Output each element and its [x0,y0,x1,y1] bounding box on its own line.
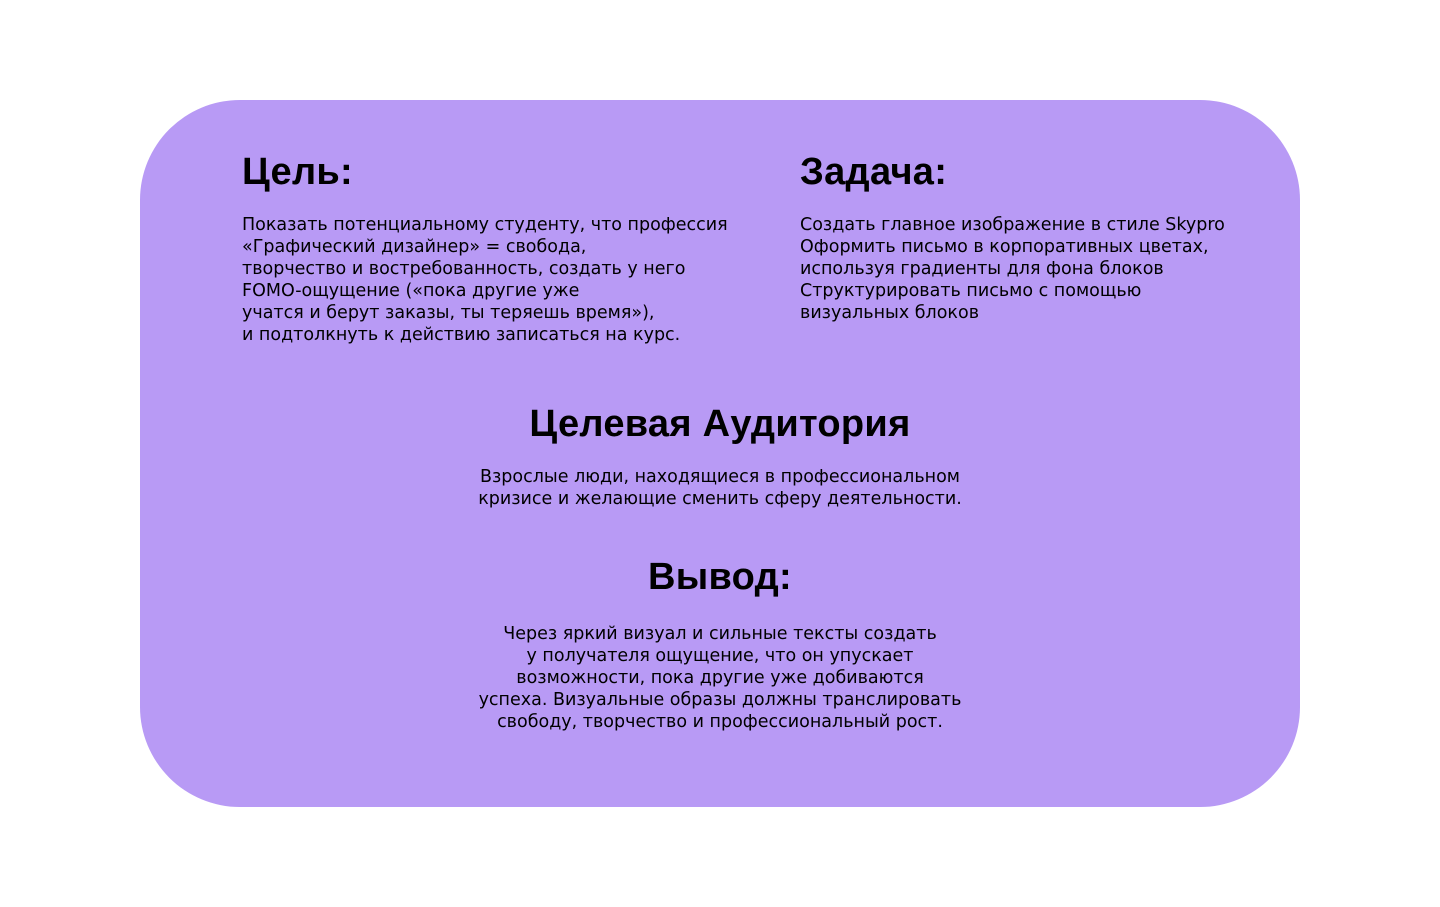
goal-text-line: Показать потенциальному студенту, что профессия [242,215,728,235]
task-text-line: Оформить письмо в корпоративных цветах, [800,237,1209,257]
task-text [800,214,1225,324]
audience-text-line: кризисе и желающие сменить сферу деятельности. [478,489,962,509]
task-text-line: Структурировать письмо с помощью [800,281,1142,301]
task-text-line: используя градиенты для фона блоков [800,259,1164,279]
goal-text [242,214,728,346]
conclusion-text-line: Через яркий визуал и сильные тексты создать [503,624,937,644]
conclusion-text [140,623,1300,733]
conclusion-section [140,555,1300,733]
goal-text-line: учатся и берут заказы, ты теряешь время»), [242,303,655,323]
goal-text-line: творчество и востребованность, создать у него [242,259,686,279]
goal-text-line: «Графический дизайнер» = свобода, [242,237,587,257]
conclusion-text-line: у получателя ощущение, что он упускает [526,646,914,666]
task-text-line: Создать главное изображение в стиле Skypro [800,215,1225,235]
brief-card [140,100,1300,807]
audience-title: Целевая Аудитория [529,403,911,445]
audience-section [140,402,1300,510]
task-text-line: визуальных блоков [800,303,980,323]
goal-text-line: и подтолкнуть к действию записаться на курс. [242,325,681,345]
goal-text-line: FOMO-ощущение («пока другие уже [242,281,580,301]
conclusion-text-line: свободу, творчество и профессиональный рост. [497,712,943,732]
conclusion-title: Вывод: [647,556,793,598]
conclusion-text-line: возможности, пока другие уже добиваются [516,668,924,688]
goal-section [242,150,728,346]
audience-text-line: Взрослые люди, находящиеся в профессиональном [480,467,960,487]
task-title: Задача: [800,151,948,193]
goal-title: Цель: [242,151,354,193]
conclusion-text-line: успеха. Визуальные образы должны транслировать [478,690,962,710]
audience-text [140,466,1300,510]
task-section [800,150,1225,324]
